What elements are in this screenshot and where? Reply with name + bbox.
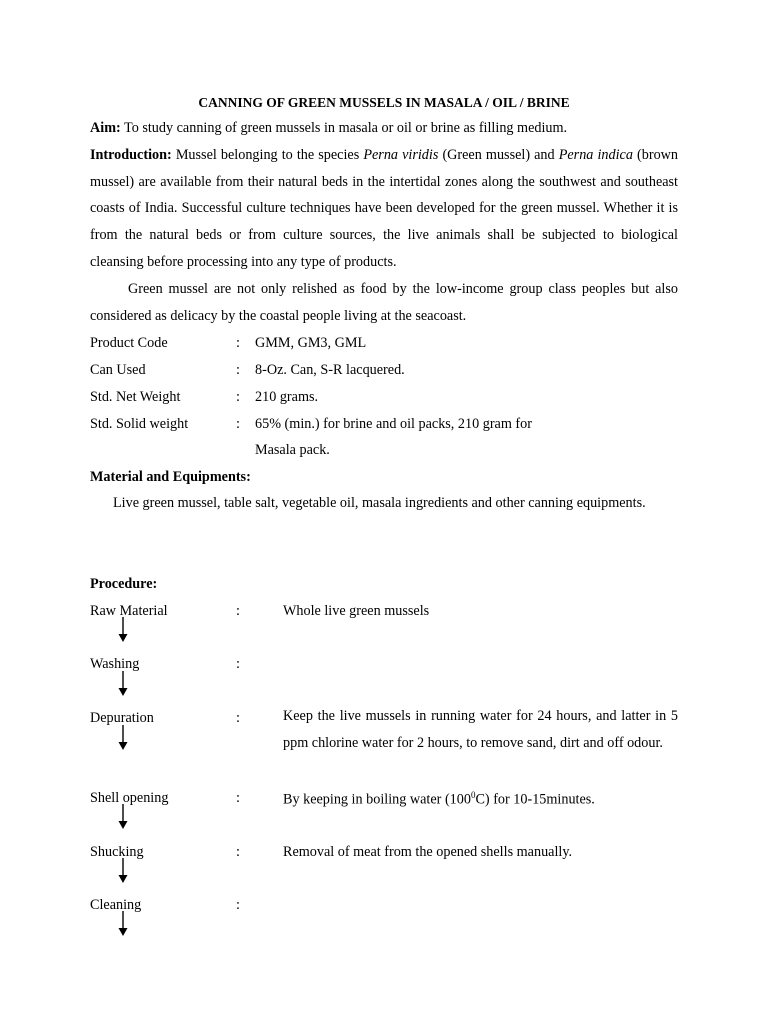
spec-label-product-code: Product Code [90, 335, 168, 351]
down-arrow-icon [117, 671, 129, 697]
step-label-shell-opening: Shell opening [90, 790, 169, 806]
step-label-shucking: Shucking [90, 844, 144, 860]
procedure-heading: Procedure: [90, 576, 158, 592]
spec-value-net-weight: 210 grams. [255, 389, 319, 405]
down-arrow-icon [117, 617, 129, 643]
introduction-label: Introduction: [90, 147, 172, 163]
spec-label-solid-weight: Std. Solid weight [90, 416, 189, 432]
step-label-cleaning: Cleaning [90, 897, 142, 913]
down-arrow-icon [117, 911, 129, 937]
introduction-paragraph [90, 142, 678, 276]
spec-label-can-used: Can Used [90, 362, 146, 378]
step-colon: : [236, 656, 240, 672]
materials-heading: Material and Equipments: [90, 469, 251, 485]
step-colon: : [236, 710, 240, 726]
down-arrow-icon [117, 858, 129, 884]
step-colon: : [236, 603, 240, 619]
species-name-indica: Perna indica [558, 147, 633, 163]
step-colon: : [236, 844, 240, 860]
spec-value-can-used: 8-Oz. Can, S-R lacquered. [255, 362, 405, 378]
step-label-raw-material: Raw Material [90, 603, 168, 619]
aim-label: Aim: [90, 120, 121, 136]
step-desc-raw-material: Whole live green mussels [283, 603, 430, 619]
down-arrow-icon [117, 725, 129, 751]
step-desc-depuration: Keep the live mussels in running water for 24 hours, and latter in 5 ppm chlorine water for 2 hours, to remove sand, dirt and off odour. [283, 708, 678, 751]
aim-paragraph [90, 115, 678, 142]
species-name-viridis: Perna viridis [363, 147, 439, 163]
spec-colon: : [236, 362, 240, 378]
spec-value-solid-weight: 65% (min.) for brine and oil packs, 210 gram for [255, 416, 532, 432]
step-desc-shucking: Removal of meat from the opened shells manually. [283, 844, 573, 860]
spec-colon: : [236, 416, 240, 432]
down-arrow-icon [117, 804, 129, 830]
spec-colon: : [236, 335, 240, 351]
aim-text: To study canning of green mussels in masala or oil or brine as filling medium. [120, 120, 568, 136]
spec-colon: : [236, 389, 240, 405]
introduction-text-a: Mussel belonging to the species [171, 147, 364, 163]
introduction-paragraph-2: Green mussel are not only relished as food by the low-income group class peoples but also considered as delicacy by the coastal people living at the seacoast. [90, 281, 678, 324]
shell-opening-desc-a: By keeping in boiling water (100 [283, 791, 471, 808]
degree-superscript: 0 [470, 790, 476, 800]
introduction-text-b: (Green mussel) and [438, 147, 559, 163]
step-colon: : [236, 897, 240, 913]
page-title: CANNING OF GREEN MUSSELS IN MASALA / OIL / BRINE [198, 95, 570, 110]
materials-text: Live green mussel, table salt, vegetable oil, masala ingredients and other canning equipments. [113, 495, 646, 511]
step-colon: : [236, 790, 240, 806]
step-desc-shell-opening [283, 790, 595, 809]
introduction-text-c: (brown mussel) are available from their natural beds in the intertidal zones along the southwest and southeast coasts of India. Successful culture techniques have been developed for the green mussel. Whether it is from the natural beds or from culture sources, the live animals shall be subjected to biological cleansing before processing into any type of products. [90, 147, 678, 270]
shell-opening-desc-b: C) for 10-15minutes. [475, 791, 595, 808]
step-label-washing: Washing [90, 656, 140, 672]
spec-value-solid-weight-cont: Masala pack. [255, 442, 330, 458]
spec-label-net-weight: Std. Net Weight [90, 389, 181, 405]
spec-value-product-code: GMM, GM3, GML [255, 335, 367, 351]
step-label-depuration: Depuration [90, 710, 154, 726]
